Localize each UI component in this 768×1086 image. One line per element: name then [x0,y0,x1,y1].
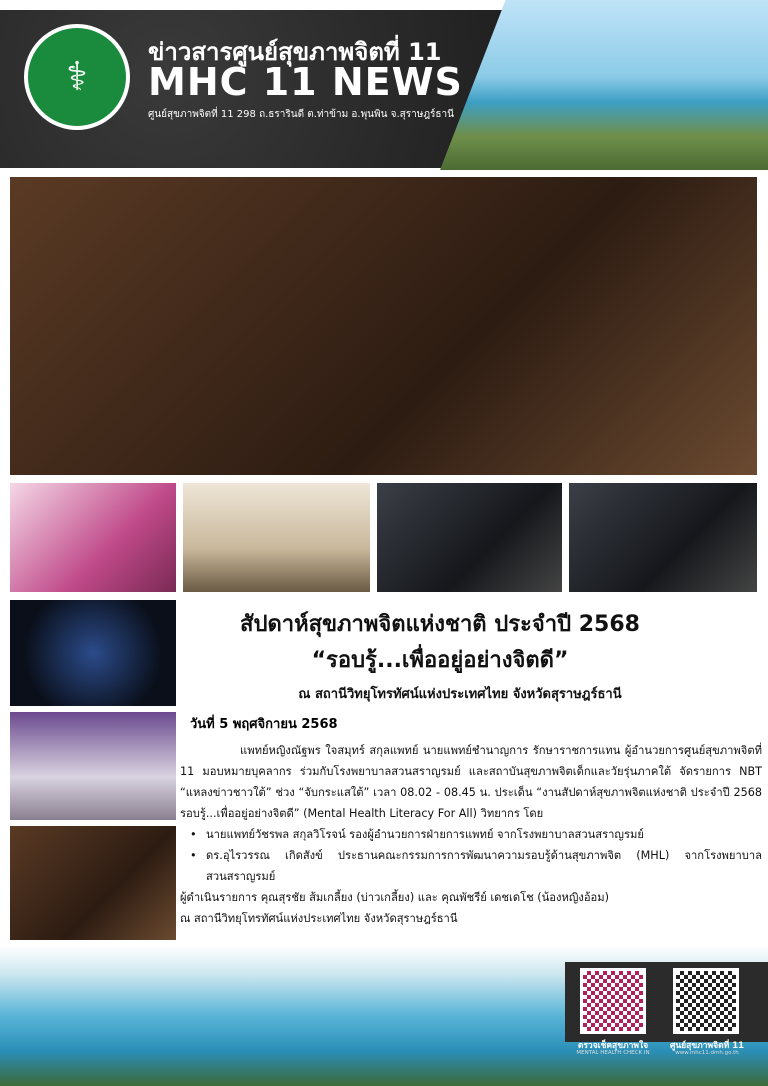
header [0,0,768,172]
ministry-logo: ⚕ [24,24,130,130]
thumbnail-studio-2 [569,483,757,592]
main-photo [10,177,757,475]
thumbnail-group-purple [10,712,176,820]
thumbnail-studio-1 [377,483,562,592]
address: ศูนย์สุขภาพจิตที่ 11 298 ถ.ธรารินดี ต.ท่าข้าม อ.พุนพิน จ.สุราษฎร์ธานี [148,109,454,120]
thumbnail-screen [10,600,176,706]
article-date: วันที่ 5 พฤศจิกายน 2568 [190,717,338,732]
title-english: MHC 11 NEWS [148,60,463,104]
speaker-item: • ดร.อุไรวรรณ เกิดสังข์ ประธานคณะกรรมการการพัฒนาความรอบรู้ด้านสุขภาพจิต (MHL) จากโรงพยาบาลสวนสราญรมย์ [190,845,762,887]
qr-sublabel: MENTAL HEALTH CHECK IN [576,1050,650,1056]
headline-slogan: “รอบรู้...เพื่ออยู่อย่างจิตดี” [311,648,569,673]
article-body [180,740,762,929]
qr-code-mental-health-check[interactable] [580,968,646,1034]
speaker-item: • นายแพทย์วัชรพล สกุลวิโรจน์ รองผู้อำนวยการฝ่ายการแพทย์ จากโรงพยาบาลสวนสราญรมย์ [190,824,762,845]
title-thai: ข่าวสารศูนย์สุขภาพจิตที่ 11 [148,38,442,66]
qr-label: ศูนย์สุขภาพจิตที่ 11 [669,1041,745,1051]
qr-label: ตรวจเช็คสุขภาพใจ [577,1041,649,1051]
location: ณ สถานีวิทยุโทรทัศน์แห่งประเทศไทย จังหวัดสุราษฎร์ธานี [180,912,458,925]
article-paragraph: แพทย์หญิงณัฐพร ใจสมุทร์ สกุลแพทย์ นายแพทย์ชำนาญการ รักษาราชการแทน ผู้อำนวยการศูนย์สุขภาพจิตที่ 11 มอบหมายบุคลากร ร่วมกับโรงพยาบาลสวนสราญรมย์ และสถาบันสุขภาพจิตเด็กและวัยรุ่นภาคใต้ จัดรายการ NBT “แหลงข่าวชาวใต้” ช่วง “จับกระแสใต้” เวลา 08.02 - 08.45 น. ประเด็น “งานสัปดาห์สุขภาพจิตแห่งชาติ ประจำปี 2568 รอบรู้...เพื่ออยู่อย่างจิตดี” (Mental Health Literacy For All) วิทยากร โดย [180,744,762,820]
qr-sublabel: www.mhc11.dmh.go.th [675,1050,739,1056]
speaker-list [180,824,762,887]
thumbnail-poster [10,483,176,592]
thumbnail-studio-table [10,826,176,940]
subheadline: ณ สถานีวิทยุโทรทัศน์แห่งประเทศไทย จังหวัดสุราษฎร์ธานี [298,687,622,702]
hosts: ผู้ดำเนินรายการ คุณสุรชัย ส้มเกลี้ยง (บ่าวเกลี้ยง) และ คุณพัชรีย์ เดชเดโช (น้องหญิงอ้อม) [180,891,609,904]
headline: สัปดาห์สุขภาพจิตแห่งชาติ ประจำปี 2568 [240,612,640,637]
thumbnail-group-room [183,483,370,592]
qr-code-mhc11-website[interactable] [673,968,739,1034]
